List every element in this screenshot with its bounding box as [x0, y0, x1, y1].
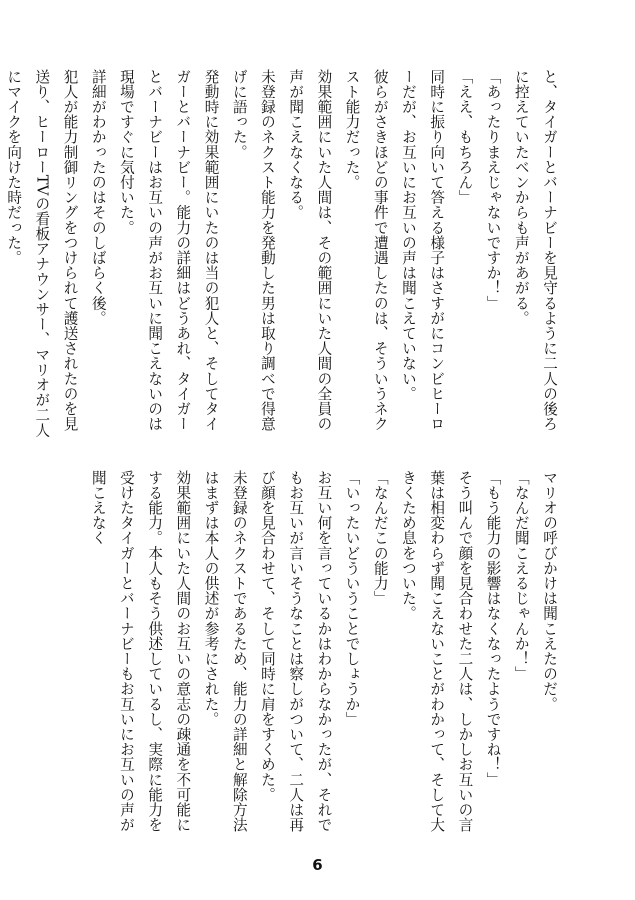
- paragraph: 「ええ、もちろん」: [456, 69, 474, 205]
- paragraph: 効果範囲にいた人間のお互いの意志の疎通を不可能にする能力。本人もそう供述しているし、実際に能力を受けたタイガーとバーナビーもお互いにお互いの声が聞こえなく: [89, 470, 192, 833]
- paragraph: そう叫んで顔を見合わせた二人は、しかしお互いの言葉は相変わらず聞こえないことがわかって、そして大きくため息をついた。: [399, 470, 474, 833]
- top-text-block: [5, 69, 563, 441]
- paragraph: 「なんだ聞こえるじゃんか！」: [512, 470, 530, 682]
- paragraph: 詳細がわかったのはそのしばらく後。: [89, 69, 107, 326]
- paragraph: 「なんだこの能力」: [371, 470, 389, 606]
- paragraph: 彼らがさきほどの事件で遭遇したのは、そういうネクスト能力だった。: [343, 69, 389, 432]
- page-number: 6: [312, 856, 323, 874]
- paragraph: 「もう能力の影響はなくなったようですね！」: [484, 470, 502, 788]
- paragraph: 発動時に効果範囲にいたのは当の犯人と、そしてタイガーとバーナビー。能力の詳細はどうあれ、タイガーとバーナビーはお互いの声がお互いに聞こえないのは現場ですぐに気付いた。: [117, 69, 220, 432]
- paragraph: 効果範囲にいた人間は、その範囲にいた人間の全員の声が聞こえなくなる。: [287, 69, 333, 432]
- paragraph: 未登録のネクスト能力を発動した男は取り調べで得意げに語った。: [230, 69, 276, 432]
- paragraph: 「あったりまえじゃないですか！」: [484, 69, 502, 311]
- paragraph: と、タイガーとバーナビーを見守るように二人の後ろに控えていたベンからも声があがる。: [512, 69, 558, 432]
- paragraph: 同時に振り向いて答える様子はさすがにコンビヒーローだが、お互いにお互いの声は聞こえていない。: [399, 69, 446, 432]
- paragraph: 未登録のネクストであるため、能力の詳細と解除方法はまずは本人の供述が参考にされた。: [202, 470, 248, 833]
- paragraph: マリオの呼びかけは聞こえたのだ。: [541, 470, 558, 712]
- paragraph: 「いったいどういうことでしょうか」: [343, 470, 361, 727]
- bottom-text-block: [73, 470, 563, 842]
- paragraph: お互い何を言っているかはわからなかったが、それでもお互いが言いそうなことは察しがついて、二人は再び顔を見合わせて、そして同時に肩をすくめた。: [258, 470, 333, 833]
- paragraph: 犯人が能力制御リングをつけられて護送されたのを見送り、ヒーローTVの看板アナウンサー、マリオが二人にマイクを向けた時だった。: [5, 69, 79, 438]
